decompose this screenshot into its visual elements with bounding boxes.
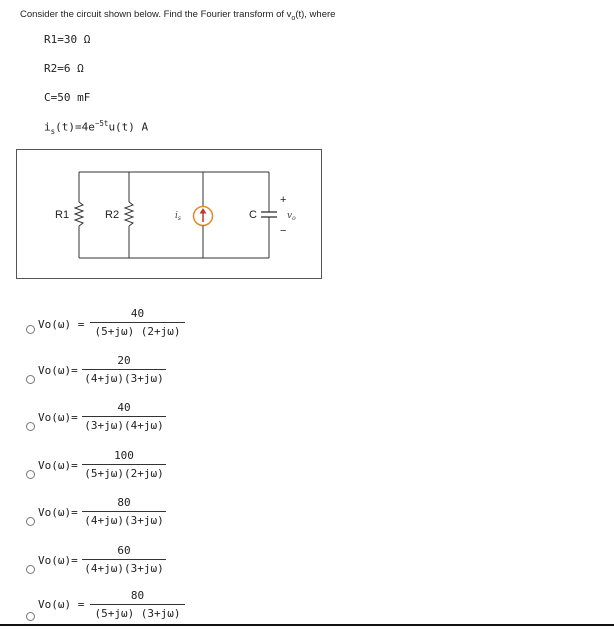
source-label: $i_s$ <box>175 211 181 222</box>
option-3-denominator: (3+jω)(4+jω) <box>84 419 164 432</box>
option-4-denominator: (5+jω)(2+jω) <box>84 467 164 480</box>
given-is-prefix: i <box>44 120 51 134</box>
option-3-radio[interactable] <box>26 422 35 431</box>
option-4-numerator: 100 <box>114 449 134 462</box>
option-7-radio[interactable] <box>26 612 35 621</box>
question-prefix: Consider the circuit shown below. Find the Fourier transform of v <box>20 9 292 20</box>
given-r1: R1=30 Ω <box>44 33 91 46</box>
option-7-lhs: Vo(ω) = <box>38 598 85 611</box>
option-1[interactable] <box>0 305 614 351</box>
option-5-numerator: 80 <box>117 496 131 509</box>
option-1-lhs: Vo(ω) = <box>38 318 85 331</box>
option-2-numerator: 20 <box>117 354 131 367</box>
r2-label: R2 <box>105 209 120 221</box>
option-2[interactable] <box>0 352 614 398</box>
option-5-lhs: Vo(ω)= <box>38 506 78 519</box>
option-3-lhs: Vo(ω)= <box>38 411 78 424</box>
option-7-numerator: 80 <box>130 589 145 602</box>
option-5-radio[interactable] <box>26 517 35 526</box>
capacitor <box>261 172 277 258</box>
option-2-radio[interactable] <box>26 375 35 384</box>
option-3-fraction <box>82 401 166 432</box>
option-2-lhs: Vo(ω)= <box>38 364 78 377</box>
r1-resistor <box>75 172 83 258</box>
given-is-mid: (t)=4e <box>55 120 95 134</box>
option-3[interactable] <box>0 399 614 445</box>
given-is-sup: −5t <box>94 119 109 128</box>
given-is-suffix: u(t) A <box>108 120 149 134</box>
option-7-denominator: (5+jω) (3+jω) <box>94 607 181 620</box>
minus-sign: − <box>280 225 287 237</box>
option-2-denominator: (4+jω)(3+jω) <box>84 372 164 385</box>
option-5-fraction <box>82 496 166 527</box>
circuit-diagram <box>16 149 322 279</box>
vo-label: $v_o$ <box>287 211 296 222</box>
plus-sign: + <box>280 194 287 206</box>
option-4-fraction <box>82 449 166 480</box>
option-1-numerator: 40 <box>130 307 145 320</box>
option-6-numerator: 60 <box>117 544 131 557</box>
option-6-denominator: (4+jω)(3+jω) <box>84 562 164 575</box>
c-label: C <box>249 209 257 221</box>
option-1-denominator: (5+jω) (2+jω) <box>94 325 181 338</box>
option-2-fraction <box>82 354 166 385</box>
option-6-lhs: Vo(ω)= <box>38 554 78 567</box>
option-4-radio[interactable] <box>26 470 35 479</box>
given-c: C=50 mF <box>44 91 91 104</box>
option-6[interactable] <box>0 542 614 588</box>
option-5[interactable] <box>0 494 614 540</box>
option-4-lhs: Vo(ω)= <box>38 459 78 472</box>
option-7[interactable] <box>0 588 614 634</box>
circuit-svg <box>17 150 321 278</box>
option-6-radio[interactable] <box>26 565 35 574</box>
given-r2: R2=6 Ω <box>44 62 84 75</box>
r2-resistor <box>125 172 133 258</box>
option-7-fraction <box>90 589 185 620</box>
option-3-numerator: 40 <box>117 401 131 414</box>
given-is-sub: s <box>50 126 56 136</box>
option-1-fraction <box>90 307 185 338</box>
r1-label: R1 <box>55 209 70 221</box>
option-6-fraction <box>82 544 166 575</box>
given-is <box>44 119 148 136</box>
option-4[interactable] <box>0 447 614 493</box>
question-suffix: (t), where <box>295 9 336 20</box>
question-text <box>20 9 335 22</box>
question-sub: o <box>291 14 296 22</box>
option-5-denominator: (4+jω)(3+jω) <box>84 514 164 527</box>
option-1-radio[interactable] <box>26 325 35 334</box>
current-source <box>194 172 213 258</box>
